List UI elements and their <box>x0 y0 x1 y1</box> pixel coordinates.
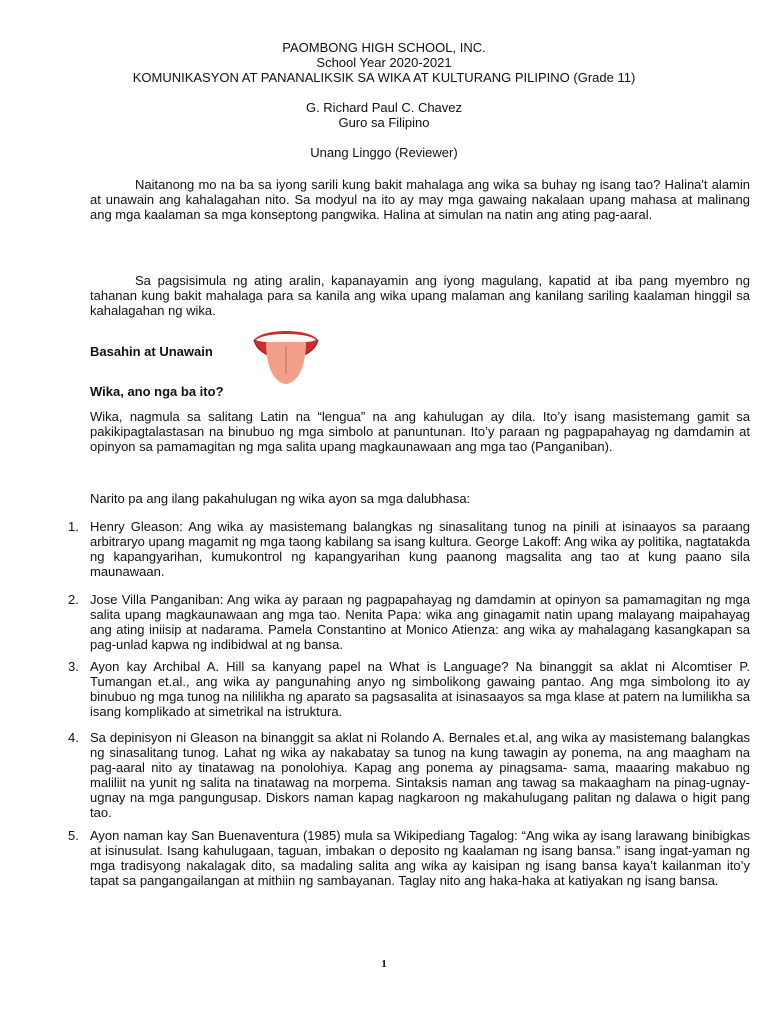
list-item <box>68 659 750 719</box>
list-number: 2. <box>68 592 79 607</box>
list-item <box>68 730 750 820</box>
list-item <box>68 592 750 652</box>
week-label: Unang Linggo (Reviewer) <box>310 145 458 160</box>
list-text: Jose Villa Panganiban: Ang wika ay paraan ng pagpapahayag ng damdamin at opinyon sa pamamagitan ng mga salita upang magkaunawaan ang mga tao. Nenita Papa: wika ang ginagamit natin upang malayang maipahayag ang ating iniisip at nadarama. Pamela Constantino at Monico Atienza: ang wika ay mahalagang kasangkapan sa pag-unlad kapwa ng indibidwal at ng bansa. <box>90 592 750 652</box>
intro-paragraph-1: Naitanong mo na ba sa iyong sarili kung bakit mahalaga ang wika sa buhay ng isang tao? Halina't alamin at unawain ang kahalagahan nito. Sa modyul na ito ay may mga gawaing nakalaan upang mahasa at malinang ang mga kaalaman sa mga konseptong pangwika. Halina at simulan na natin ang ating pag-aaral. <box>90 177 750 222</box>
list-number: 3. <box>68 659 79 674</box>
list-text: Ayon naman kay San Buenaventura (1985) mula sa Wikipediang Tagalog: “Ang wika ay isang larawang binibigkas at isinusulat. Isang kahulugaan, taguan, imbakan o deposito ng kaalaman ng isang bansa.” isang ingat-yaman ng mga tradisyong nakalagak dito, sa madaling salita ang wika ay kaisipan ng isang bansa kaya’t kailanman ito’y tapat sa pangangailangan at mithiin ng sambayanan. Taglay nito ang haka-haka at katiyakan ng isang bansa. <box>90 828 750 888</box>
teacher-name: G. Richard Paul C. Chavez <box>305 100 463 115</box>
school-year: School Year 2020-2021 <box>316 55 452 70</box>
list-item <box>68 519 750 579</box>
intro-paragraph-2: Sa pagsisimula ng ating aralin, kapanayamin ang iyong magulang, kapatid at iba pang myembro ng tahanan kung bakit mahalaga para sa kanila ang wika upang malaman ang kanilang sariling kaalaman hinggil sa kahalagahan ng wika. <box>90 273 750 318</box>
list-number: 5. <box>68 828 79 843</box>
list-text: Ayon kay Archibal A. Hill sa kanyang papel na What is Language? Na binanggit sa aklat ni Alcomtiser P. Tumangan et.al., ang wika ay pangunahing anyo ng simbolikong gawaing pantao. Ang mga simbolong ito ay binubuo ng mga tunog na nililikha ng aparato sa pagsasalita at isinasaayos sa mga klase at patern na lumilikha sa isang komplikado at simetrikal na istruktura. <box>90 659 750 719</box>
list-number: 1. <box>68 519 79 534</box>
section-heading-basahin: Basahin at Unawain <box>90 344 213 359</box>
teacher-role: Guro sa Filipino <box>338 115 430 130</box>
list-text: Sa depinisyon ni Gleason na binanggit sa aklat ni Rolando A. Bernales et.al, ang wika ay masistemang balangkas ng sinasalitang tunog. Lahat ng wika ay nakabatay sa tunog na kung tawagin ay ponema, na ang maagham na pag-aaral nito ay tinatawag na ponolohiya. Kapag ang ponema ay pinagsama- sama, maaaring makabuo ng maliliit na yunit ng salita na tinatawag na morpema. Sintaksis naman ang tawag sa makaagham na pinag-ugnay-ugnay na mga pangungusap. Diskors naman kapag nagkaroon ng makahulugang palitan ng dalawa o higit pang tao. <box>90 730 750 820</box>
school-name: PAOMBONG HIGH SCHOOL, INC. <box>282 40 486 55</box>
definition-paragraph: Wika, nagmula sa salitang Latin na “lengua” na ang kahulugan ay dila. Ito’y isang masistemang gamit sa pakikipagtalastasan na binubuo ng mga simbolo at panuntunan. Ito’y paraan ng pagpapahayag ng damdamin at opinyon sa pamamagitan ng mga salita upang magkaunawaan ang mga tao (Panganiban). <box>90 409 750 454</box>
list-number: 4. <box>68 730 79 745</box>
list-text: Henry Gleason: Ang wika ay masistemang balangkas ng sinasalitang tunog na pinili at isinaayos sa paraang arbitraryo upang magamit ng mga taong kabilang sa isang kultura. George Lakoff: Ang wika ay politika, nagtatakda ng kapangyarihan, kumukontrol ng kapangyarihan kung paanong magsalita ang tao at kung paano sila maunawaan. <box>90 519 750 579</box>
page-number: 1 <box>381 958 387 970</box>
document-header <box>0 40 768 160</box>
list-lead: Narito pa ang ilang pakahulugan ng wika ayon sa mga dalubhasa: <box>90 491 471 506</box>
section-heading-wika: Wika, ano nga ba ito? <box>90 384 224 399</box>
course-title: KOMUNIKASYON AT PANANALIKSIK SA WIKA AT KULTURANG PILIPINO (Grade 11) <box>132 70 636 85</box>
list-item <box>68 828 750 888</box>
mouth-tongue-icon <box>252 322 320 390</box>
